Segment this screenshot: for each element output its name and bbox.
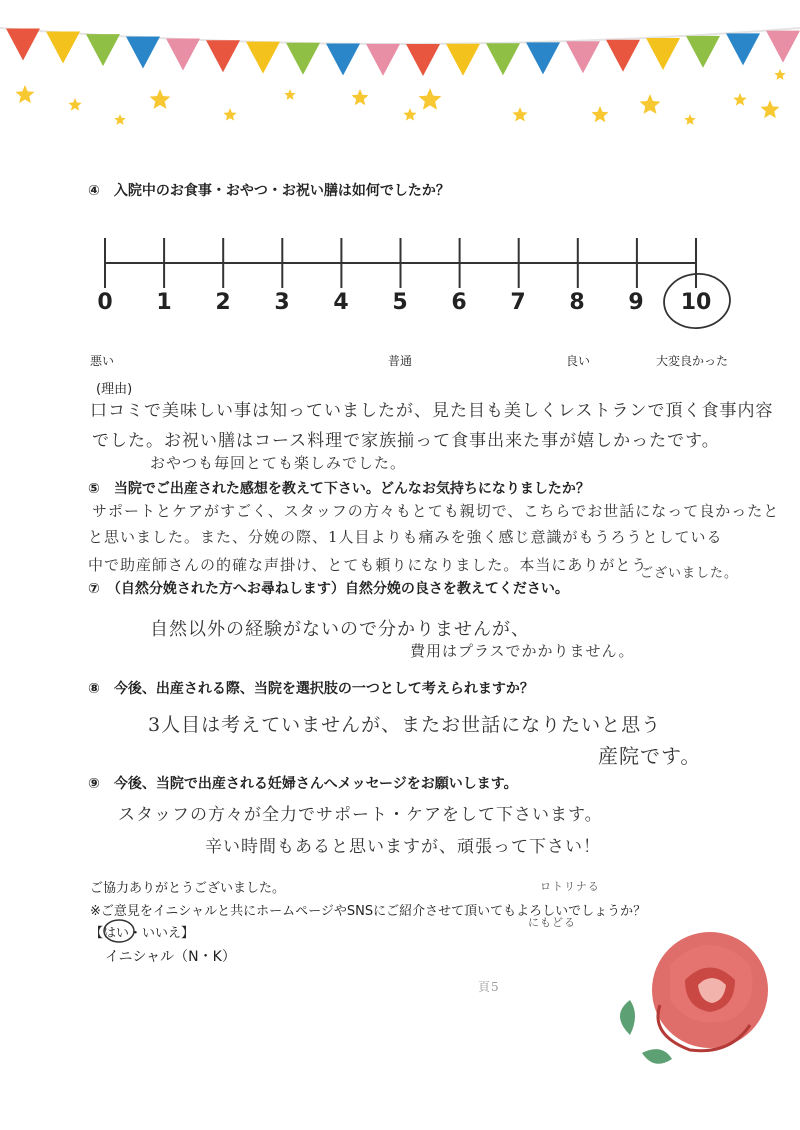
scale-num-8: 8 [569,290,585,315]
q7-title: ⑦ （自然分娩された方へお尋ねします）自然分娩の良さを教えてください。 [88,581,569,597]
star-icon [760,100,779,118]
label-very-good: 大変良かった [656,354,729,368]
bunting-flag [566,41,600,73]
q8-answer-line-2: 産院です。 [598,744,702,768]
star-icon [512,107,527,121]
initial-label: イニシャル（N・K） [105,949,236,965]
bunting-flag [686,36,720,68]
q5-title: ⑤ 当院でご出産された感想を教えて下さい。どんなお気持ちになりましたか？ [88,481,590,497]
bunting-flag [286,43,320,75]
bunting-flag [606,40,640,72]
bunting-flag [206,40,240,72]
q4-title: ④ 入院中のお食事・おやつ・お祝い膳は如何でしたか？ [88,183,450,199]
bunting-flag [6,28,40,60]
side-note-line-1: ロトリナる [540,880,600,893]
q8-title: ⑧ 今後、出産される際、当院を選択肢の一つとして考えられますか？ [88,681,534,697]
q4-answer-line-1: 口コミで美味しい事は知っていましたが、見た目も美しくレストランで頂く食事内容 [90,401,774,421]
selected-circle-mark [660,268,736,330]
bunting-flag [246,42,280,74]
star-icon [114,114,125,125]
q5-answer-line-2: と思いました。また、分娩の際、1人目よりも痛みを強く感じ意識がもうろうとしている [88,528,723,546]
scale-num-0: 0 [97,290,113,315]
q9-title: ⑨ 今後、当院で出産される妊婦さんへメッセージをお願いします。 [88,776,518,792]
scale-num-10: 10 [680,290,712,315]
star-icon [640,94,661,114]
star-icon [419,88,442,110]
q4-answer-line-3: おやつも毎回とても楽しみでした。 [150,454,407,472]
q9-answer-line-1: スタッフの方々が全力でサポート・ケアをして下さいます。 [118,805,603,825]
rating-scale-line [90,230,710,290]
star-icon [733,93,746,106]
scale-num-1: 1 [156,290,172,315]
q8-answer-line-1: 3人目は考えていませんが、またお世話になりたいと思う [148,714,662,736]
scale-num-9: 9 [628,290,644,315]
side-note-line-2: にもどる [528,916,576,929]
star-icon [150,89,171,109]
bunting-flag [126,36,160,68]
bunting-flag [766,31,800,63]
label-good: 良い [566,354,591,368]
bunting-flag [86,34,120,66]
label-bad: 悪い [90,354,115,368]
q7-answer-line-1: 自然以外の経験がないので分かりませんが、 [150,619,530,640]
q5-answer-line-1: サポートとケアがすごく、スタッフの方々もとても親切で、こちらでお世話になって良かったと [92,502,780,520]
bunting-flag [366,44,400,76]
star-icon [351,89,368,105]
bunting-decoration [0,0,800,150]
bunting-flag [726,33,760,65]
scale-num-4: 4 [333,290,349,315]
bunting-flag [406,44,440,76]
permission-question: ※ご意見をイニシャルと共にホームページやSNSにご紹介させて頂いてもよろしいでしょうか？ [90,904,647,919]
scale-num-3: 3 [274,290,290,315]
bunting-flag [526,42,560,74]
bunting-flag [486,43,520,75]
star-icon [15,85,34,103]
scale-num-5: 5 [392,290,408,315]
bunting-flag [646,38,680,70]
permission-choice: 【はい・いいえ】 [90,926,195,941]
label-normal: 普通 [388,354,413,368]
bunting-flag [446,44,480,76]
star-icon [403,108,416,121]
scale-num-6: 6 [451,290,467,315]
corner-note: 頁5 [478,980,500,994]
q7-answer-line-2: 費用はプラスでかかりません。 [410,642,635,660]
star-icon [284,89,295,100]
scale-num-7: 7 [510,290,526,315]
scale-num-2: 2 [215,290,231,315]
star-icon [68,98,81,111]
q4-answer-line-2: でした。お祝い膳はコース料理で家族揃って食事出来た事が嬉しかったです。 [92,431,720,451]
star-icon [774,69,785,80]
choice-circle-mark [102,918,136,944]
star-icon [591,106,608,122]
thanks-text: ご協力ありがとうございました。 [90,881,286,896]
star-icon [223,108,236,121]
rose-illustration [600,925,790,1075]
q9-answer-line-2: 辛い時間もあると思いますが、頑張って下さい！ [205,837,601,857]
bunting-flag [46,31,80,63]
bunting-flag [326,43,360,75]
q5-answer-line-4: ございました。 [640,566,739,581]
star-icon [684,114,695,125]
reason-label: (理由) [96,382,133,397]
bunting-flag [166,39,200,71]
q5-answer-line-3: 中で助産師さんの的確な声掛け、とても頼りになりました。本当にありがとう [88,556,648,574]
